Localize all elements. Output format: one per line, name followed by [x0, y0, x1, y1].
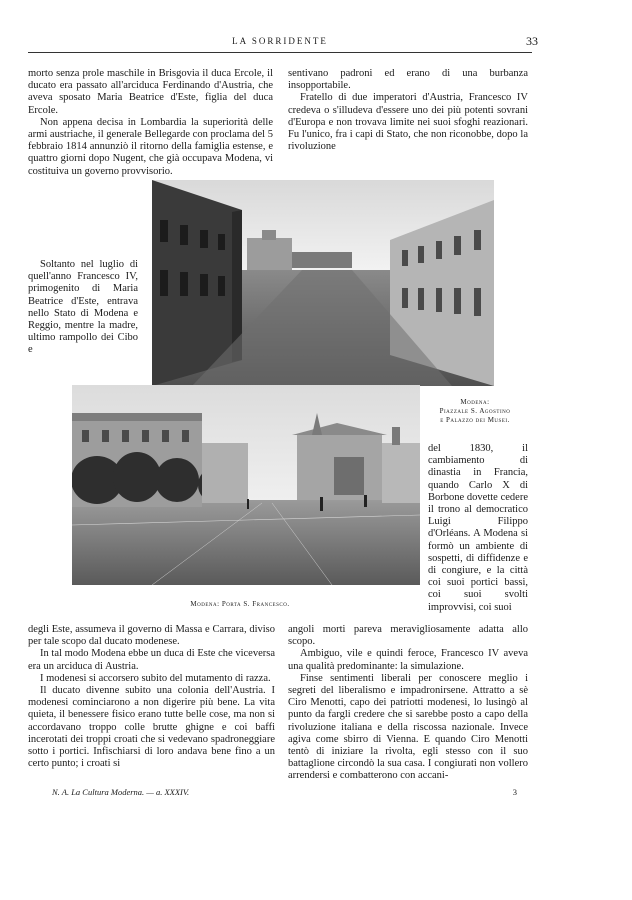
- caption-line: Piazzale S. Agostino: [439, 407, 511, 415]
- page-header: [28, 34, 538, 53]
- photo-porta-s-francesco: [72, 385, 420, 585]
- running-title: LA SORRIDENTE: [232, 36, 328, 46]
- caption-line: e Palazzo dei Musei.: [440, 416, 510, 424]
- column-2-top: [288, 68, 528, 153]
- photo-drawing: [152, 180, 494, 386]
- column-1-bottom: [28, 624, 275, 770]
- caption-line: Modena:: [460, 398, 490, 406]
- paragraph: morto senza prole maschile in Brisgovia il duca Ercole, il ducato era passato all'arciduca Ferdinando d'Austria, che aveva sposato Maria Beatrice d'Este, figlia del duca Ercole.: [28, 68, 273, 116]
- caption-top: [425, 398, 525, 425]
- paragraph: degli Este, assumeva il governo di Massa e Carrara, diviso per tale scopo dal ducato modenese.: [28, 624, 275, 648]
- column-2-bottom: [288, 624, 528, 783]
- paragraph: In tal modo Modena ebbe un duca di Este che viceversa era un arciduca di Austria.: [28, 648, 275, 672]
- column-1-top: [28, 68, 273, 178]
- paragraph: Fratello di due imperatori d'Austria, Francesco IV credeva o s'illudeva d'essere uno dei più potenti sovrani d'Europa e non trovava limite nei suoi sfoghi reazionari. Fu l'unico, fra i capi di Stato, che non riconobbe, dopo la rivoluzione: [288, 92, 528, 153]
- footer-folio: 3: [512, 787, 517, 797]
- page-number: 33: [526, 34, 538, 48]
- paragraph: Soltanto nel luglio di quell'anno Francesco IV, primogenito di Maria Beatrice d'Este, entrava nello Stato di Modena e Reggio, mentre la madre, ultimo rampollo dei Cibo e: [28, 259, 138, 356]
- footer-citation: N. A. La Cultura Moderna. — a. XXXIV.: [52, 787, 190, 797]
- paragraph: angoli morti pareva meravigliosamente adatta allo scopo.: [288, 624, 528, 648]
- paragraph: Ambiguo, vile e quindi feroce, Francesco IV aveva una qualità predominante: la simulazione.: [288, 648, 528, 672]
- column-2-narrow: [428, 443, 528, 614]
- paragraph: I modenesi si accorsero subito del mutamento di razza.: [40, 672, 271, 684]
- paragraph: del 1830, il cambiamento di dinastia in Francia, quando Carlo X di Borbone dovette cedere il trono al democratico Luigi Filippo d'Orléans. A Modena si formò un ambiente di sospetti, di diffidenze e di congiure, e la città coi suoi portici bassi, coi suoi svolti improvvisi, coi suoi: [428, 443, 528, 613]
- paragraph: Non appena decisa in Lombardia la superiorità delle armi austriache, il generale Bellegarde con proclama del 5 febbraio 1814 annunziò il ritorno della famiglia estense, e quattro giorni dopo Nugent, che già occupava Modena, vi costituiva un governo provvisorio.: [28, 116, 273, 177]
- paragraph: Finse sentimenti liberali per conoscere meglio i segreti del liberalismo e impadronirsene. Attratto a sè Ciro Menotti, capo dei patriotti modenesi, lo lusingò al punto da fargli credere che si sarebbe posto a capo della rivoluzione italiana e della riscossa nazionale. Invece agiva come sbirro di Vienna. E quando Ciro Menotti tentò di iniziare la rivolta, egli stesso con il suo battaglione circondò la sua casa. I congiurati non vollero arrendersi e combatterono con accani-: [288, 672, 528, 782]
- column-1-narrow: [28, 259, 138, 357]
- photo-piazzale-s-agostino: [152, 180, 494, 386]
- caption-bottom: Modena: Porta S. Francesco.: [190, 600, 290, 608]
- paragraph: sentivano padroni ed erano di una burbanza insopportabile.: [288, 68, 528, 92]
- page-footer: [52, 787, 517, 801]
- photo-drawing: [72, 385, 420, 585]
- paragraph: Il ducato divenne subito una colonia dell'Austria. I modenesi cominciarono a non digerire più bene. La vita quieta, il benessere fisico erano tutte belle cose, ma non si accordavano troppo colle brutte ghigne e coi baffi incerotati dei troppi croati che si vedevano spadroneggiare sotto i portici. Infischiarsi di loro andava bene fino a un certo punto; i croati si: [28, 685, 275, 770]
